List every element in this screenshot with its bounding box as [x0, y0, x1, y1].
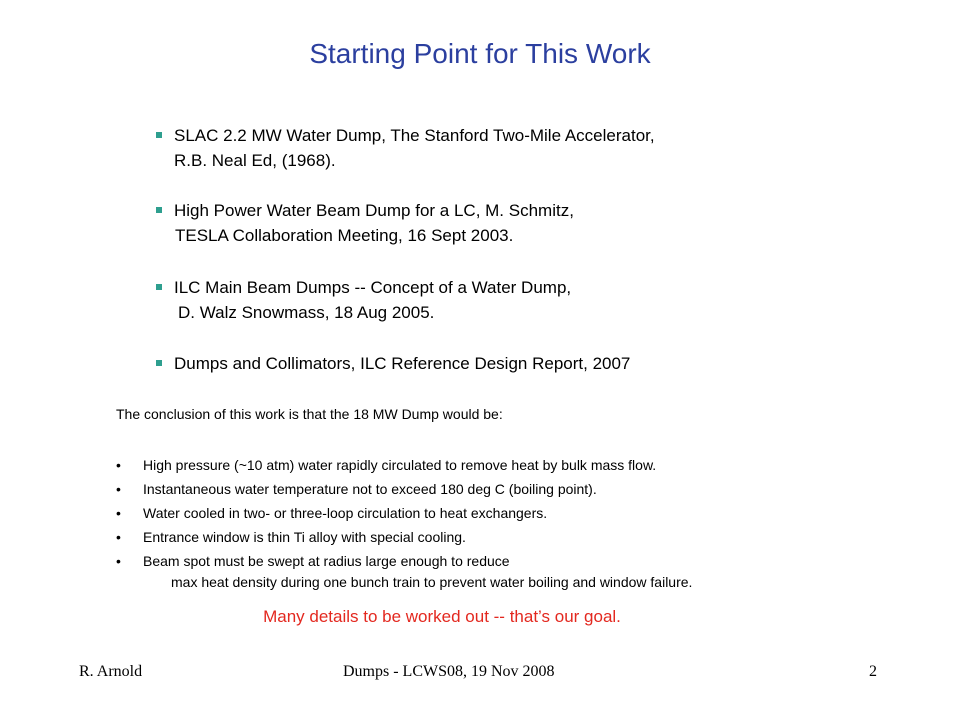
slide-title: Starting Point for This Work: [309, 38, 651, 69]
reference-line-2: R.B. Neal Ed, (1968).: [174, 151, 336, 170]
footer-event: Dumps - LCWS08, 19 Nov 2008: [343, 663, 555, 680]
conclusion-point: • Beam spot must be swept at radius large enough to reduce max heat density during one bunch train to prevent water boiling and window failure.: [116, 549, 916, 591]
square-bullet-icon: [156, 360, 162, 366]
conclusion-point: • High pressure (~10 atm) water rapidly circulated to remove heat by bulk mass flow.: [116, 453, 916, 477]
reference-item: [156, 351, 630, 376]
conclusion-point: • Instantaneous water temperature not to exceed 180 deg C (boiling point).: [116, 477, 916, 501]
footer-author: R. Arnold: [79, 663, 143, 680]
square-bullet-icon: [156, 207, 162, 213]
conclusion-list: [116, 453, 916, 591]
reference-line-2: TESLA Collaboration Meeting, 16 Sept 2003.: [175, 226, 514, 245]
square-bullet-icon: [156, 284, 162, 290]
reference-line-1: High Power Water Beam Dump for a LC, M. Schmitz,: [174, 201, 574, 220]
reference-line-1: ILC Main Beam Dumps -- Concept of a Water Dump,: [174, 278, 572, 297]
page-number: 2: [869, 663, 877, 680]
reference-line-1: Dumps and Collimators, ILC Reference Design Report, 2007: [174, 354, 631, 373]
reference-line-1: SLAC 2.2 MW Water Dump, The Stanford Two-Mile Accelerator,: [174, 126, 655, 145]
reference-item: [156, 275, 571, 325]
goal-statement: Many details to be worked out -- that’s our goal.: [263, 607, 621, 626]
conclusion-intro: The conclusion of this work is that the 18 MW Dump would be:: [116, 406, 503, 422]
conclusion-point: • Entrance window is thin Ti alloy with special cooling.: [116, 525, 916, 549]
conclusion-point: • Water cooled in two- or three-loop circulation to heat exchangers.: [116, 501, 916, 525]
reference-line-2: D. Walz Snowmass, 18 Aug 2005.: [178, 303, 435, 322]
reference-item: [156, 198, 574, 248]
square-bullet-icon: [156, 132, 162, 138]
conclusion-point-continuation: max heat density during one bunch train to prevent water boiling and window failure.: [171, 574, 693, 590]
reference-item: [156, 123, 655, 173]
